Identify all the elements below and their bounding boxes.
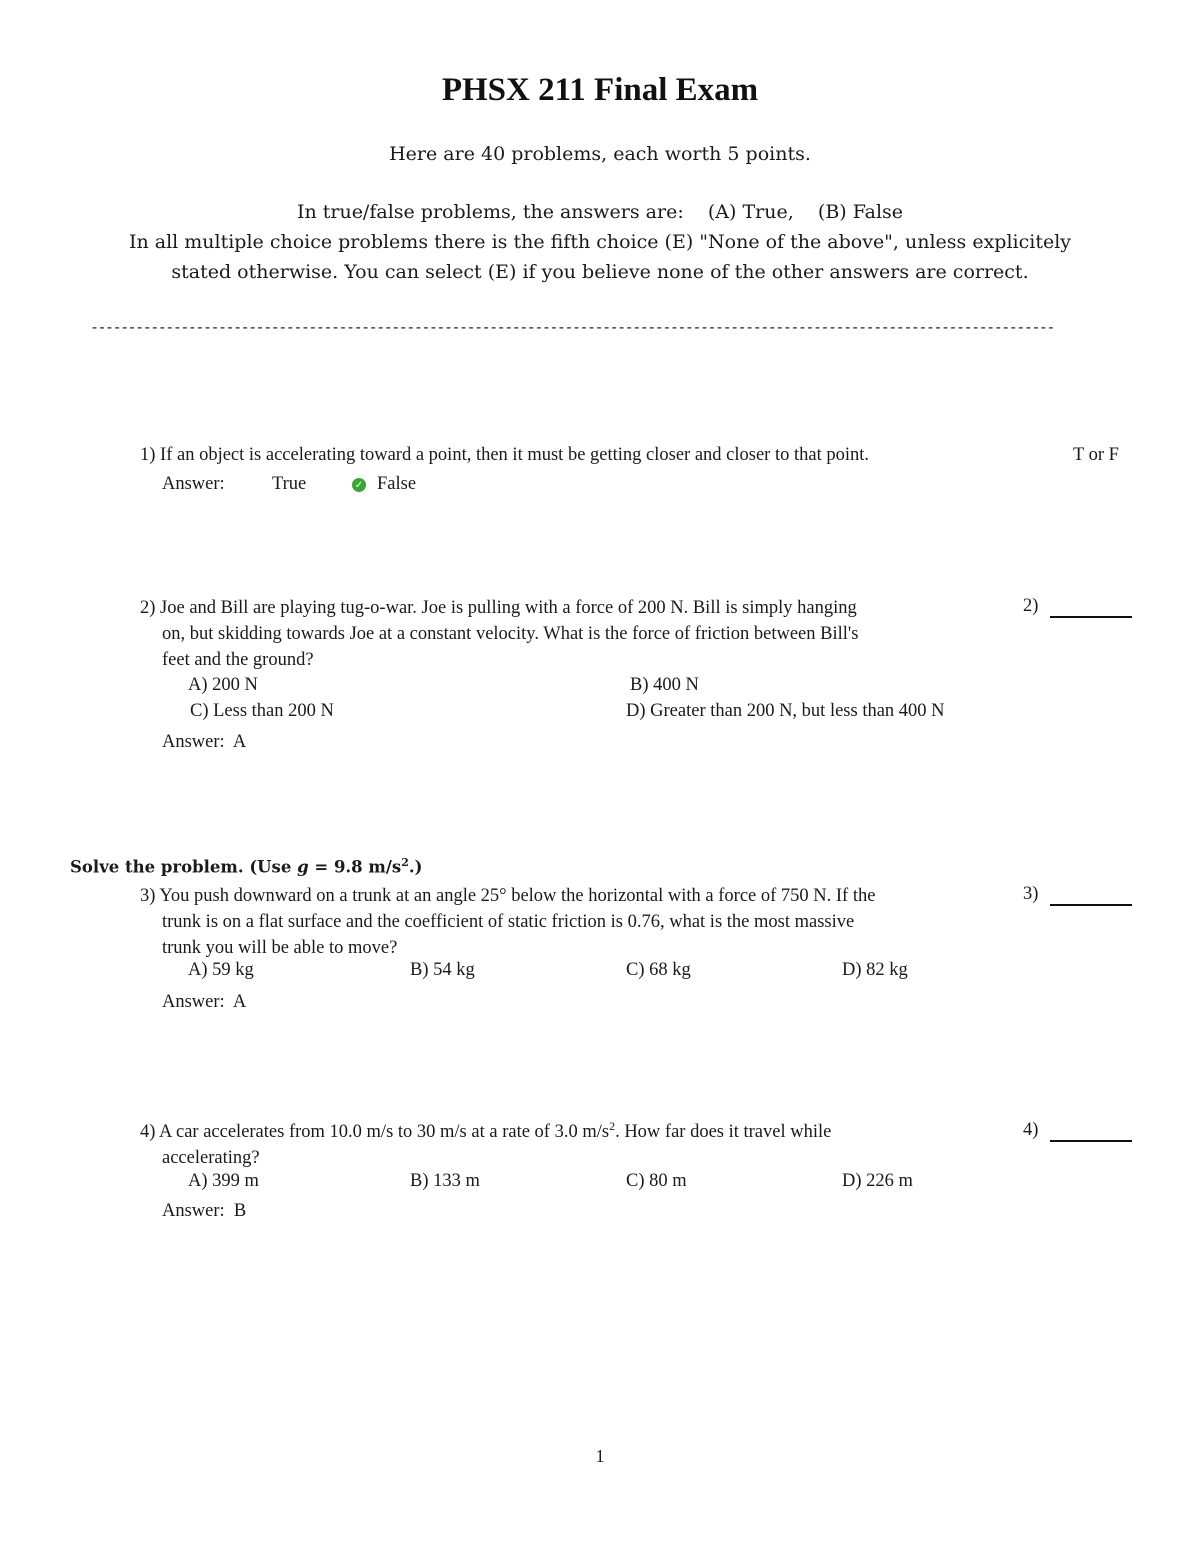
answer-blank-label: 4) [1023,1120,1039,1140]
answer-blank-label: 3) [1023,884,1039,904]
answer-key: Answer: B [162,1201,247,1221]
answer-label: Answer: [162,474,225,494]
question-line: on, but skidding towards Joe at a constant velocity. What is the force of friction between Bill's [162,624,859,644]
answer-blank-line[interactable] [1050,1140,1132,1142]
option-b: B) 133 m [410,1171,480,1191]
section-divider: -------------------------------------------------------------------------------------------------------------------------------- [90,318,1054,336]
question-text: If an object is accelerating toward a point, then it must be getting closer and closer to that point. [160,445,869,465]
answer-key: Answer: A [162,732,247,752]
check-circle-icon: ✓ [352,478,366,492]
option-c: C) 68 kg [626,960,691,980]
option-d: D) Greater than 200 N, but less than 400 N [626,701,945,721]
option-c: C) Less than 200 N [190,701,334,721]
intro-true-false: In true/false problems, the answers are: (A) True, (B) False [296,201,904,223]
page-number: 1 [595,1446,605,1466]
option-d: D) 82 kg [842,960,908,980]
option-true: True [272,474,307,494]
answer-blank-line[interactable] [1050,904,1132,906]
option-c: C) 80 m [626,1171,687,1191]
option-a: A) 200 N [188,675,258,695]
option-false: False [377,474,417,494]
section-heading: Solve the problem. (Use g = 9.8 $m/s^2$.) [70,856,423,877]
intro-points: Here are 40 problems, each worth 5 points. [389,143,811,165]
option-b: B) 400 N [630,675,699,695]
question-number: 4) [140,1122,156,1142]
question-number: 2) [140,598,156,618]
option-a: A) 59 kg [188,960,254,980]
answer-key: Answer: A [162,992,247,1012]
option-b: B) 54 kg [410,960,475,980]
intro-select-e: stated otherwise. You can select (E) if you believe none of the other answers are correct. [171,261,1029,283]
question-3 [140,883,1010,961]
question-number: 3) [140,886,156,906]
question-line: 3) You push downward on a trunk at an angle 25° below the horizontal with a force of 750 N. If the [140,886,876,906]
question-4 [140,1119,1010,1171]
option-d: D) 226 m [842,1171,913,1191]
option-a: A) 399 m [188,1171,259,1191]
intro-multiple-choice: In all multiple choice problems there is the fifth choice (E) "None of the above", unless explicitely [128,231,1072,253]
question-line: accelerating? [162,1148,260,1168]
question-line: trunk you will be able to move? [162,938,398,958]
question-line: trunk is on a flat surface and the coefficient of static friction is 0.76, what is the most massive [162,912,855,932]
question-line: 2) Joe and Bill are playing tug-o-war. Joe is pulling with a force of 200 N. Bill is simply hanging [140,598,857,618]
question-1 [140,442,869,468]
question-2 [140,595,1010,673]
question-line: 4) A car accelerates from 10.0 m/s to 30 m/s at a rate of 3.0 $m/s^2$. How far does it travel while [140,1118,832,1142]
page-title: PHSX 211 Final Exam [441,72,759,108]
question-type-tag: T or F [1073,445,1119,465]
answer-blank-label: 2) [1023,596,1039,616]
question-line: feet and the ground? [162,650,314,670]
answer-blank-line[interactable] [1050,616,1132,618]
question-number: 1) [140,445,156,465]
